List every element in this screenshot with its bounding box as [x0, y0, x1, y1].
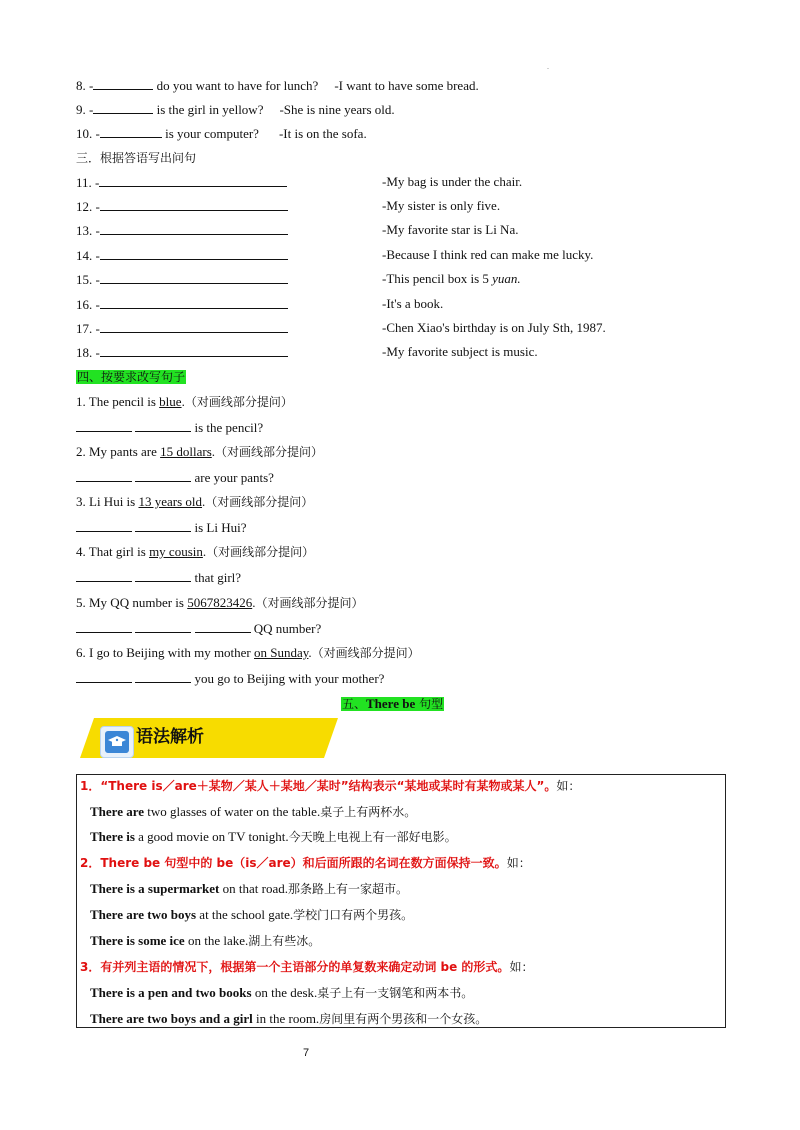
- example-bold: There are two boys: [90, 907, 197, 922]
- answer-blank[interactable]: [100, 222, 288, 235]
- stray-dot: .: [547, 62, 549, 71]
- example-bold: There is: [90, 829, 135, 844]
- item-number: 17. -: [76, 321, 100, 336]
- answer-blank[interactable]: [135, 419, 191, 432]
- heading-bold: There be: [366, 696, 416, 711]
- reply-text: -I want to have some bread.: [334, 78, 479, 93]
- example-bold: There is a supermarket: [90, 881, 220, 896]
- section3-item: [76, 222, 519, 239]
- example-bold: There are two boys and a girl: [90, 1011, 253, 1026]
- example-rest: in the room.: [252, 1011, 320, 1026]
- banner-title: 语法解析: [136, 727, 204, 747]
- question-text: do you want to have for lunch?: [153, 78, 319, 93]
- prompt-text: 5. My QQ number is: [76, 595, 188, 610]
- instruction-note: （对画线部分提问）: [206, 545, 315, 559]
- rewrite-answer: [76, 519, 247, 536]
- section3-item: [76, 320, 606, 337]
- answer-text: are your pants?: [191, 470, 274, 485]
- question-number: 9. -: [76, 102, 94, 117]
- example-rest: a good movie on TV tonight.: [134, 829, 289, 844]
- example-translation: 湖上有些冰。: [248, 934, 321, 948]
- answer-blank[interactable]: [76, 569, 132, 582]
- rule-tail: 如：: [556, 779, 581, 793]
- rewrite-answer: [76, 419, 263, 436]
- rewrite-prompt: [76, 494, 313, 510]
- section3-item: [76, 271, 521, 288]
- item-number: 16. -: [76, 297, 100, 312]
- heading-prefix: 五、: [342, 697, 367, 711]
- instruction-note: （对画线部分提问）: [311, 646, 420, 660]
- grammar-rule-3: [80, 959, 533, 975]
- prompt-period: .: [252, 595, 256, 610]
- section3-item: [76, 296, 444, 313]
- reply-text: -My bag is under the chair.: [382, 174, 523, 189]
- example-rest: at the school gate.: [196, 907, 294, 922]
- example-rest: on that road.: [219, 881, 288, 896]
- example-sentence: [90, 985, 473, 1001]
- example-translation: 那条路上有一家超市。: [287, 882, 408, 896]
- rewrite-prompt: [76, 444, 323, 460]
- rule-tail: 如：: [506, 856, 531, 870]
- reply-text: -My favorite subject is music.: [382, 344, 538, 359]
- rewrite-answer: [76, 620, 321, 637]
- example-translation: 学校门口有两个男孩。: [293, 908, 414, 922]
- prompt-text: 1. The pencil is: [76, 394, 160, 409]
- answer-text: QQ number?: [250, 621, 322, 636]
- question-text: is your computer?: [161, 126, 259, 141]
- item-number: 14. -: [76, 248, 100, 263]
- answer-blank[interactable]: [76, 519, 132, 532]
- answer-blank[interactable]: [99, 174, 287, 187]
- example-sentence: [90, 881, 408, 897]
- example-rest: two glasses of water on the table.: [144, 804, 321, 819]
- example-sentence: [90, 829, 457, 845]
- reply-text: -This pencil box is 5: [382, 271, 493, 286]
- prompt-period: .: [181, 394, 185, 409]
- rewrite-prompt: [76, 544, 314, 560]
- example-sentence: [90, 933, 320, 949]
- section-3-title: 三．根据答语写出问句: [76, 151, 197, 165]
- section3-item: [76, 198, 501, 215]
- prompt-period: .: [202, 544, 207, 559]
- item-number: 15. -: [76, 272, 100, 287]
- underlined-phrase: my cousin: [149, 544, 203, 559]
- answer-blank[interactable]: [100, 344, 288, 357]
- example-sentence: [90, 1011, 487, 1027]
- answer-blank[interactable]: [135, 620, 191, 633]
- section-5-title: [341, 696, 444, 712]
- underlined-phrase: on Sunday: [254, 645, 309, 660]
- answer-blank[interactable]: [195, 620, 251, 633]
- answer-text: that girl?: [191, 570, 242, 585]
- example-rest: on the desk.: [251, 985, 318, 1000]
- instruction-note: （对画线部分提问）: [255, 596, 364, 610]
- rewrite-answer: [76, 670, 384, 687]
- question-number: 10. -: [76, 126, 100, 141]
- rewrite-prompt: [76, 595, 363, 611]
- item-number: 11. -: [76, 175, 100, 190]
- reply-text: -Because I think red can make me lucky.: [382, 247, 594, 262]
- prompt-text: 3. Li Hui is: [76, 494, 139, 509]
- answer-blank[interactable]: [76, 670, 132, 683]
- answer-blank[interactable]: [100, 247, 288, 260]
- section3-item: [76, 344, 538, 361]
- answer-blank[interactable]: [135, 519, 191, 532]
- reply-text: -My sister is only five.: [382, 198, 501, 213]
- rule-text: 2．There be 句型中的 be（is／are）和后面所跟的名词在数方面保持一致。: [80, 856, 507, 870]
- answer-text: is Li Hui?: [191, 520, 247, 535]
- answer-blank[interactable]: [100, 125, 162, 138]
- prompt-text: 6. I go to Beijing with my mother: [76, 645, 255, 660]
- section3-item: [76, 247, 594, 264]
- answer-blank[interactable]: [76, 469, 132, 482]
- example-bold: There is some ice: [90, 933, 185, 948]
- page-number: 7: [303, 1047, 310, 1059]
- reply-text: -My favorite star is Li Na.: [382, 222, 519, 237]
- prompt-period: .: [308, 645, 312, 660]
- underlined-phrase: 13 years old: [138, 494, 203, 509]
- instruction-note: （对画线部分提问）: [184, 395, 293, 409]
- underlined-phrase: blue: [159, 394, 182, 409]
- reply-italic: yuan.: [492, 271, 521, 286]
- instruction-note: （对画线部分提问）: [215, 445, 324, 459]
- highlighted-heading: 四、按要求改写句子: [77, 370, 186, 384]
- prompt-text: 4. That girl is: [76, 544, 150, 559]
- underlined-phrase: 5067823426: [187, 595, 253, 610]
- answer-blank[interactable]: [93, 101, 153, 114]
- answer-blank[interactable]: [135, 670, 191, 683]
- prompt-period: .: [211, 444, 216, 459]
- rewrite-prompt: [76, 645, 420, 661]
- prompt-period: .: [202, 494, 206, 509]
- question-9: [76, 101, 395, 118]
- rule-text: 3．有并列主语的情况下，根据第一个主语部分的单复数来确定动词 be 的形式。: [80, 960, 510, 974]
- section3-item: [76, 174, 523, 191]
- answer-text: is the pencil?: [191, 420, 264, 435]
- answer-blank[interactable]: [76, 620, 132, 633]
- example-bold: There is a pen and two books: [90, 985, 252, 1000]
- prompt-text: 2. My pants are: [76, 444, 161, 459]
- grammar-rule-1: [80, 778, 580, 794]
- question-text: is the girl in yellow?: [153, 102, 264, 117]
- reply-text: -It is on the sofa.: [278, 126, 367, 141]
- answer-blank[interactable]: [76, 419, 132, 432]
- rewrite-answer: [76, 569, 241, 586]
- answer-blank[interactable]: [135, 569, 191, 582]
- rule-tail: 如：: [509, 960, 534, 974]
- item-number: 13. -: [76, 223, 100, 238]
- question-10: [76, 125, 367, 142]
- section-4-title: [76, 369, 186, 385]
- grammar-rule-2: [80, 855, 531, 871]
- heading-suffix: 句型: [415, 697, 444, 711]
- answer-blank[interactable]: [100, 271, 288, 284]
- reply-text: -Chen Xiao's birthday is on July Sth, 1987.: [382, 320, 606, 335]
- example-translation: 今天晚上电视上有一部好电影。: [288, 830, 457, 844]
- item-number: 12. -: [76, 199, 100, 214]
- example-translation: 房间里有两个男孩和一个女孩。: [319, 1012, 488, 1026]
- example-bold: There are: [90, 804, 145, 819]
- question-8: [76, 77, 479, 94]
- instruction-note: （对画线部分提问）: [205, 495, 314, 509]
- answer-blank[interactable]: [135, 469, 191, 482]
- rewrite-answer: [76, 469, 274, 486]
- example-translation: 桌子上有两杯水。: [320, 805, 417, 819]
- answer-blank[interactable]: [93, 77, 153, 90]
- underlined-phrase: 15 dollars: [160, 444, 212, 459]
- answer-blank[interactable]: [100, 198, 288, 211]
- rewrite-prompt: [76, 394, 293, 410]
- answer-text: you go to Beijing with your mother?: [191, 671, 385, 686]
- answer-blank[interactable]: [100, 320, 288, 333]
- example-rest: on the lake.: [184, 933, 249, 948]
- example-sentence: [90, 907, 413, 923]
- item-number: 18. -: [76, 345, 100, 360]
- question-number: 8. -: [76, 78, 94, 93]
- rule-text: 1．“There is／are＋某物／某人＋某地／某时”结构表示“某地或某时有某物或某人”。: [80, 779, 557, 793]
- reply-text: -She is nine years old.: [279, 102, 395, 117]
- reply-text: -It's a book.: [382, 296, 444, 311]
- answer-blank[interactable]: [100, 296, 288, 309]
- graduation-cap-icon: [100, 726, 134, 758]
- example-sentence: [90, 804, 416, 820]
- example-translation: 桌子上有一支钢笔和两本书。: [317, 986, 474, 1000]
